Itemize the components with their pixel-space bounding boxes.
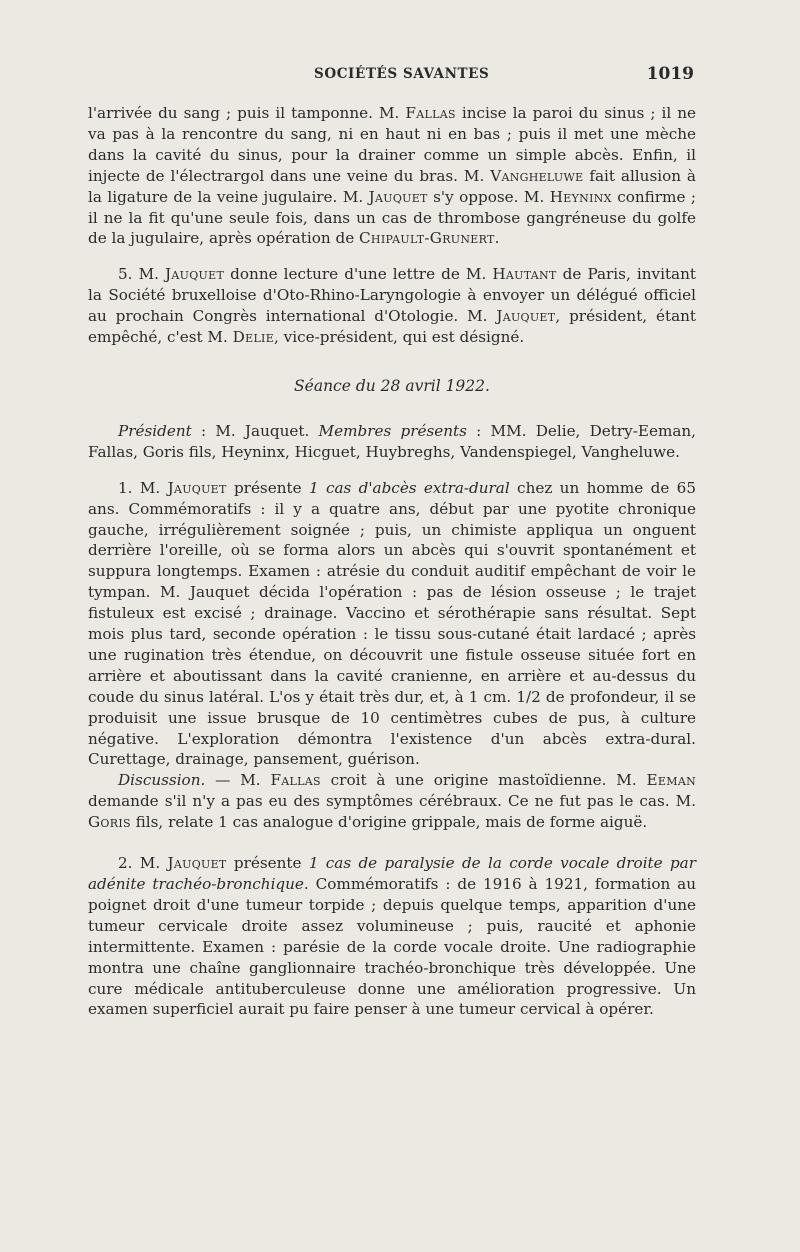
body-text — [88, 103, 696, 1020]
page-header — [88, 66, 694, 86]
paragraph-item-5: 5. M. Jauquet donne lecture d'une lettre de M. Hautant de Paris, invitant la Société bruxelloise d'Oto-Rhino-Laryngologie à envoyer un délégué officiel au prochain Congrès international d'Otologie. M. Jauquet, président, étant empêché, c'est M. Delie, vice-président, qui est désigné. — [88, 265, 697, 347]
author-name: Goris — [88, 813, 131, 832]
label-president: Président — [118, 421, 192, 440]
author-name: Jauquet — [167, 478, 227, 497]
session-heading: Séance du 28 avril 1922. — [294, 376, 490, 395]
page-number: 1019 — [646, 64, 694, 84]
paragraph-discussion: Discussion. — M. Fallas croit à une origine mastoïdienne. M. Eeman demande s'il n'y a pas eu des symptômes cérébraux. Ce ne fut pas le cas. M. Goris fils, relate 1 cas analogue d'origine grippale, mais de forme aiguë. — [88, 771, 696, 832]
running-title: SOCIÉTÉS SAVANTES — [314, 66, 490, 82]
author-name: Jauquet — [165, 265, 225, 284]
paragraph-item-1: 1. M. Jauquet présente 1 cas d'abcès extra-dural chez un homme de 65 ans. Commémoratifs : il y a quatre ans, début par une pyotite chronique gauche, irrégulièrement soignée ; puis, un chimiste appliqua un onguent derrière l'oreille, où se forma alors un abcès qui s'ouvrit spontanément et suppura longtemps. Examen : atrésie du conduit auditif empêchant de voir le tympan. M. Jauquet décida l'opération : pas de lésion osseuse ; le trajet fistuleux est excisé ; drainage. Vaccino et sérothérapie sans résultat. Sept mois plus tard, seconde opération : le tissu sous-cutané était lardacé ; après une rugination très étendue, on découvrit une fistule osseuse située fort en arrière et aboutissant dans la cavité cranienne, en arrière et au-dessus du coude du sinus latéral. L'os y était très dur, et, à 1 cm. 1/2 de profondeur, il se produisit une issue brusque de 10 centimètres cubes de pus, à culture négative. L'exploration démontra l'existence d'un abcès extra-dural. Curettage, drainage, pansement, guérison. — [88, 478, 697, 769]
author-name: Delie — [232, 328, 275, 347]
author-name: Fallas — [405, 104, 456, 122]
paragraph-item-2: 2. M. Jauquet présente 1 cas de paralysie de la corde vocale droite par adénite trachéo-bronchique. Commémoratifs : de 1916 à 1921, formation au poignet droit d'une tumeur torpide ; depuis quelque temps, apparition d'une tumeur cervicale droite assez volumineuse ; puis, raucité et aphonie intermittente. Examen : parésie de la corde vocale droite. Une radiographie montra une chaîne ganglionnaire trachéo-bronchique très développée. Une cure médicale antituberculeuse donne une amélioration progressive. Un examen superficiel aurait pu faire penser à une tumeur cervical à opérer. — [88, 854, 696, 1019]
author-name: Heyninx — [549, 187, 612, 206]
paragraph-attendees: Président : M. Jauquet. Membres présents : MM. Delie, Detry-Eeman, Fallas, Goris fils, Heyninx, Hicguet, Huybreghs, Vandenspiegel, Vangheluwe. — [88, 421, 697, 461]
author-name: Eeman — [646, 771, 696, 790]
author-name: Vangheluwe — [490, 166, 584, 185]
label-members: Membres présents — [318, 421, 467, 440]
case-title: 1 cas de paralysie de la corde vocale droite par adénite trachéo-bronchique — [88, 854, 696, 893]
author-name: Jauquet — [368, 187, 428, 206]
author-name: Jauquet — [167, 854, 227, 873]
author-name: Jauquet — [496, 307, 556, 326]
label-discussion: Discussion. — [118, 771, 206, 790]
author-name: Fallas — [270, 771, 321, 790]
author-name: Hautant — [492, 265, 557, 284]
author-name: Chipault-Grunert — [359, 229, 495, 248]
paragraph-continuation: l'arrivée du sang ; puis il tamponne. M. Fallas incise la paroi du sinus ; il ne va pas à la rencontre du sang, ni en haut ni en bas ; puis il met une mèche dans la cavité du sinus, pour la drainer comme un simple abcès. Enfin, il injecte de l'électrargol dans une veine du bras. M. Vangheluwe fait allusion à la ligature de la veine jugulaire. M. Jauquet s'y oppose. M. Heyninx confirme ; il ne la fit qu'une seule fois, dans un cas de thrombose gangréneuse du golfe de la jugulaire, après opération de Chipault-Grunert. — [88, 104, 697, 248]
case-title: 1 cas d'abcès extra-dural — [308, 478, 510, 497]
